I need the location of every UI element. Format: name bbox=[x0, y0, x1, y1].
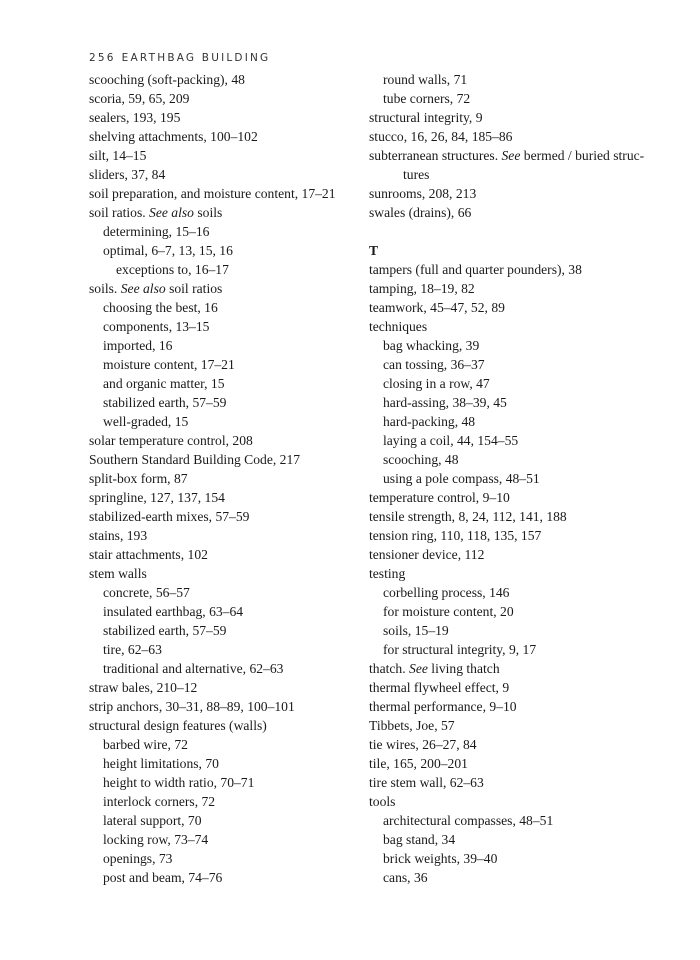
index-column-left bbox=[89, 70, 359, 887]
index-entry bbox=[89, 450, 359, 469]
entry-text: tire stem wall, 62–63 bbox=[369, 775, 484, 790]
entry-text: temperature control, 9–10 bbox=[369, 490, 510, 505]
index-subentry bbox=[89, 754, 359, 773]
see-also-reference: See bbox=[501, 148, 521, 163]
entry-text: bag whacking, 39 bbox=[383, 338, 480, 353]
entry-text: stem walls bbox=[89, 566, 147, 581]
entry-text: straw bales, 210–12 bbox=[89, 680, 198, 695]
index-entry bbox=[89, 678, 359, 697]
entry-text: closing in a row, 47 bbox=[383, 376, 490, 391]
index-entry bbox=[89, 108, 359, 127]
index-subentry bbox=[89, 868, 359, 887]
entry-text: components, 13–15 bbox=[103, 319, 210, 334]
index-entry bbox=[89, 89, 359, 108]
index-entry bbox=[369, 659, 649, 678]
entry-text: tampers (full and quarter pounders), 38 bbox=[369, 262, 582, 277]
entry-text: scoria, 59, 65, 209 bbox=[89, 91, 190, 106]
index-subentry bbox=[89, 355, 359, 374]
entry-text: techniques bbox=[369, 319, 428, 334]
entry-text: exceptions to, 16–17 bbox=[116, 262, 229, 277]
see-also-reference: See also bbox=[120, 281, 166, 296]
entry-text: thermal flywheel effect, 9 bbox=[369, 680, 510, 695]
entry-text: choosing the best, 16 bbox=[103, 300, 218, 315]
index-subentry bbox=[369, 849, 649, 868]
index-entry bbox=[89, 697, 359, 716]
entry-text: traditional and alternative, 62–63 bbox=[103, 661, 284, 676]
index-subentry bbox=[369, 393, 649, 412]
entry-text: imported, 16 bbox=[103, 338, 173, 353]
entry-text: soil preparation, and moisture content, 17–21 bbox=[89, 186, 336, 201]
entry-text: teamwork, 45–47, 52, 89 bbox=[369, 300, 505, 315]
entry-text: stabilized-earth mixes, 57–59 bbox=[89, 509, 250, 524]
index-entry bbox=[89, 488, 359, 507]
index-subentry bbox=[89, 621, 359, 640]
index-entry bbox=[369, 184, 649, 203]
index-entry bbox=[89, 469, 359, 488]
index-entry bbox=[369, 716, 649, 735]
index-subentry bbox=[89, 393, 359, 412]
index-entry bbox=[369, 260, 649, 279]
entry-text: scooching (soft-packing), 48 bbox=[89, 72, 245, 87]
entry-text: hard-packing, 48 bbox=[383, 414, 476, 429]
entry-text: Tibbets, Joe, 57 bbox=[369, 718, 455, 733]
index-entry bbox=[89, 545, 359, 564]
index-entry bbox=[369, 203, 649, 222]
index-subentry bbox=[89, 412, 359, 431]
index-subentry bbox=[369, 583, 649, 602]
entry-text: corbelling process, 146 bbox=[383, 585, 510, 600]
entry-text: tools bbox=[369, 794, 396, 809]
entry-text: stucco, 16, 26, 84, 185–86 bbox=[369, 129, 513, 144]
entry-text: openings, 73 bbox=[103, 851, 173, 866]
index-entry bbox=[89, 165, 359, 184]
index-subentry bbox=[89, 792, 359, 811]
entry-text: tures bbox=[403, 167, 430, 182]
index-subentry bbox=[369, 355, 649, 374]
entry-text: tile, 165, 200–201 bbox=[369, 756, 468, 771]
entry-text: post and beam, 74–76 bbox=[103, 870, 223, 885]
index-subentry bbox=[369, 830, 649, 849]
running-header bbox=[89, 52, 270, 64]
index-subentry bbox=[89, 260, 359, 279]
entry-text: bag stand, 34 bbox=[383, 832, 456, 847]
entry-text: thatch. bbox=[369, 661, 410, 676]
entry-text: split-box form, 87 bbox=[89, 471, 188, 486]
entry-text: sealers, 193, 195 bbox=[89, 110, 181, 125]
index-subentry bbox=[369, 640, 649, 659]
index-subentry bbox=[369, 431, 649, 450]
index-subentry bbox=[89, 773, 359, 792]
index-subentry bbox=[369, 374, 649, 393]
entry-text: shelving attachments, 100–102 bbox=[89, 129, 258, 144]
entry-text: laying a coil, 44, 154–55 bbox=[383, 433, 519, 448]
index-entry bbox=[369, 317, 649, 336]
index-entry bbox=[369, 678, 649, 697]
entry-text: locking row, 73–74 bbox=[103, 832, 209, 847]
entry-text: soils. bbox=[89, 281, 121, 296]
entry-text: soils, 15–19 bbox=[383, 623, 449, 638]
entry-text: for structural integrity, 9, 17 bbox=[383, 642, 537, 657]
entry-text: brick weights, 39–40 bbox=[383, 851, 498, 866]
index-entry bbox=[89, 507, 359, 526]
index-subentry bbox=[89, 640, 359, 659]
index-entry bbox=[369, 792, 649, 811]
index-column-right bbox=[369, 70, 649, 887]
index-entry bbox=[369, 754, 649, 773]
entry-text: barbed wire, 72 bbox=[103, 737, 188, 752]
entry-text: silt, 14–15 bbox=[89, 148, 147, 163]
page-number: 256 bbox=[89, 52, 116, 64]
reference-target: soil ratios bbox=[165, 281, 223, 296]
entry-text: well-graded, 15 bbox=[103, 414, 189, 429]
entry-text: concrete, 56–57 bbox=[103, 585, 190, 600]
entry-text: can tossing, 36–37 bbox=[383, 357, 485, 372]
entry-text: architectural compasses, 48–51 bbox=[383, 813, 554, 828]
index-subentry bbox=[89, 317, 359, 336]
index-entry bbox=[89, 279, 359, 298]
entry-text: tensioner device, 112 bbox=[369, 547, 485, 562]
reference-target: soils bbox=[193, 205, 223, 220]
entry-text: thermal performance, 9–10 bbox=[369, 699, 517, 714]
entry-text: hard-assing, 38–39, 45 bbox=[383, 395, 507, 410]
index-subentry bbox=[89, 336, 359, 355]
index-subentry bbox=[369, 621, 649, 640]
entry-text: stains, 193 bbox=[89, 528, 148, 543]
entry-text: insulated earthbag, 63–64 bbox=[103, 604, 244, 619]
entry-text: structural design features (walls) bbox=[89, 718, 267, 733]
entry-text: determining, 15–16 bbox=[103, 224, 210, 239]
index-entry bbox=[89, 526, 359, 545]
index-entry bbox=[89, 184, 359, 203]
entry-text: using a pole compass, 48–51 bbox=[383, 471, 540, 486]
entry-text: strip anchors, 30–31, 88–89, 100–101 bbox=[89, 699, 295, 714]
entry-text: structural integrity, 9 bbox=[369, 110, 483, 125]
entry-text: sliders, 37, 84 bbox=[89, 167, 166, 182]
index-entry bbox=[369, 526, 649, 545]
entry-text: lateral support, 70 bbox=[103, 813, 202, 828]
see-also-reference: See bbox=[409, 661, 428, 676]
entry-text: solar temperature control, 208 bbox=[89, 433, 253, 448]
entry-text: scooching, 48 bbox=[383, 452, 459, 467]
index-entry bbox=[369, 298, 649, 317]
entry-text: stair attachments, 102 bbox=[89, 547, 208, 562]
index-subentry bbox=[369, 469, 649, 488]
index-subentry bbox=[89, 583, 359, 602]
index-subentry bbox=[369, 811, 649, 830]
index-subentry bbox=[369, 602, 649, 621]
entry-text: round walls, 71 bbox=[383, 72, 468, 87]
index-entry bbox=[369, 564, 649, 583]
section-spacer bbox=[369, 222, 649, 241]
index-entry bbox=[89, 564, 359, 583]
reference-target: living thatch bbox=[427, 661, 500, 676]
entry-text: optimal, 6–7, 13, 15, 16 bbox=[103, 243, 233, 258]
entry-text: tensile strength, 8, 24, 112, 141, 188 bbox=[369, 509, 567, 524]
index-subentry bbox=[89, 735, 359, 754]
entry-text: tie wires, 26–27, 84 bbox=[369, 737, 477, 752]
entry-text: springline, 127, 137, 154 bbox=[89, 490, 225, 505]
index-subentry bbox=[89, 374, 359, 393]
entry-text: height to width ratio, 70–71 bbox=[103, 775, 255, 790]
index-subentry bbox=[369, 89, 649, 108]
entry-text: sunrooms, 208, 213 bbox=[369, 186, 477, 201]
entry-text: tension ring, 110, 118, 135, 157 bbox=[369, 528, 542, 543]
index-entry bbox=[369, 279, 649, 298]
index-subentry bbox=[89, 849, 359, 868]
entry-text: height limitations, 70 bbox=[103, 756, 219, 771]
index-entry bbox=[369, 773, 649, 792]
index-entry bbox=[89, 203, 359, 222]
index-subentry bbox=[89, 298, 359, 317]
index-entry bbox=[89, 146, 359, 165]
reference-target: bermed / buried struc- bbox=[520, 148, 645, 163]
index-subentry bbox=[89, 241, 359, 260]
index-entry bbox=[369, 735, 649, 754]
index-section-letter: T bbox=[369, 243, 379, 258]
entry-text: tire, 62–63 bbox=[103, 642, 162, 657]
index-entry bbox=[369, 507, 649, 526]
entry-text: tube corners, 72 bbox=[383, 91, 471, 106]
index-entry bbox=[89, 716, 359, 735]
index-subentry bbox=[89, 659, 359, 678]
index-entry bbox=[369, 697, 649, 716]
index-entry bbox=[369, 108, 649, 127]
index-subentry bbox=[89, 830, 359, 849]
index-subentry bbox=[89, 602, 359, 621]
book-title: EARTHBAG BUILDING bbox=[121, 52, 271, 64]
index-subentry bbox=[89, 811, 359, 830]
entry-text: swales (drains), 66 bbox=[369, 205, 472, 220]
entry-text: for moisture content, 20 bbox=[383, 604, 514, 619]
entry-text: and organic matter, 15 bbox=[103, 376, 225, 391]
index-subentry bbox=[369, 70, 649, 89]
entry-text: stabilized earth, 57–59 bbox=[103, 395, 227, 410]
index-subentry bbox=[89, 222, 359, 241]
index-subentry bbox=[369, 165, 649, 184]
entry-text: soil ratios. bbox=[89, 205, 150, 220]
index-entry bbox=[369, 488, 649, 507]
index-subentry bbox=[369, 336, 649, 355]
entry-text: moisture content, 17–21 bbox=[103, 357, 235, 372]
entry-text: stabilized earth, 57–59 bbox=[103, 623, 227, 638]
index-entry bbox=[369, 127, 649, 146]
index-entry bbox=[89, 70, 359, 89]
see-also-reference: See also bbox=[149, 205, 194, 220]
entry-text: subterranean structures. bbox=[369, 148, 502, 163]
entry-text: Southern Standard Building Code, 217 bbox=[89, 452, 301, 467]
index-subentry bbox=[369, 868, 649, 887]
index-subentry bbox=[369, 412, 649, 431]
entry-text: testing bbox=[369, 566, 406, 581]
index-entry bbox=[369, 146, 649, 165]
entry-text: cans, 36 bbox=[383, 870, 428, 885]
entry-text: interlock corners, 72 bbox=[103, 794, 216, 809]
index-entry bbox=[89, 431, 359, 450]
index-entry bbox=[89, 127, 359, 146]
index-entry bbox=[369, 545, 649, 564]
index-subentry bbox=[369, 450, 649, 469]
entry-text: tamping, 18–19, 82 bbox=[369, 281, 475, 296]
